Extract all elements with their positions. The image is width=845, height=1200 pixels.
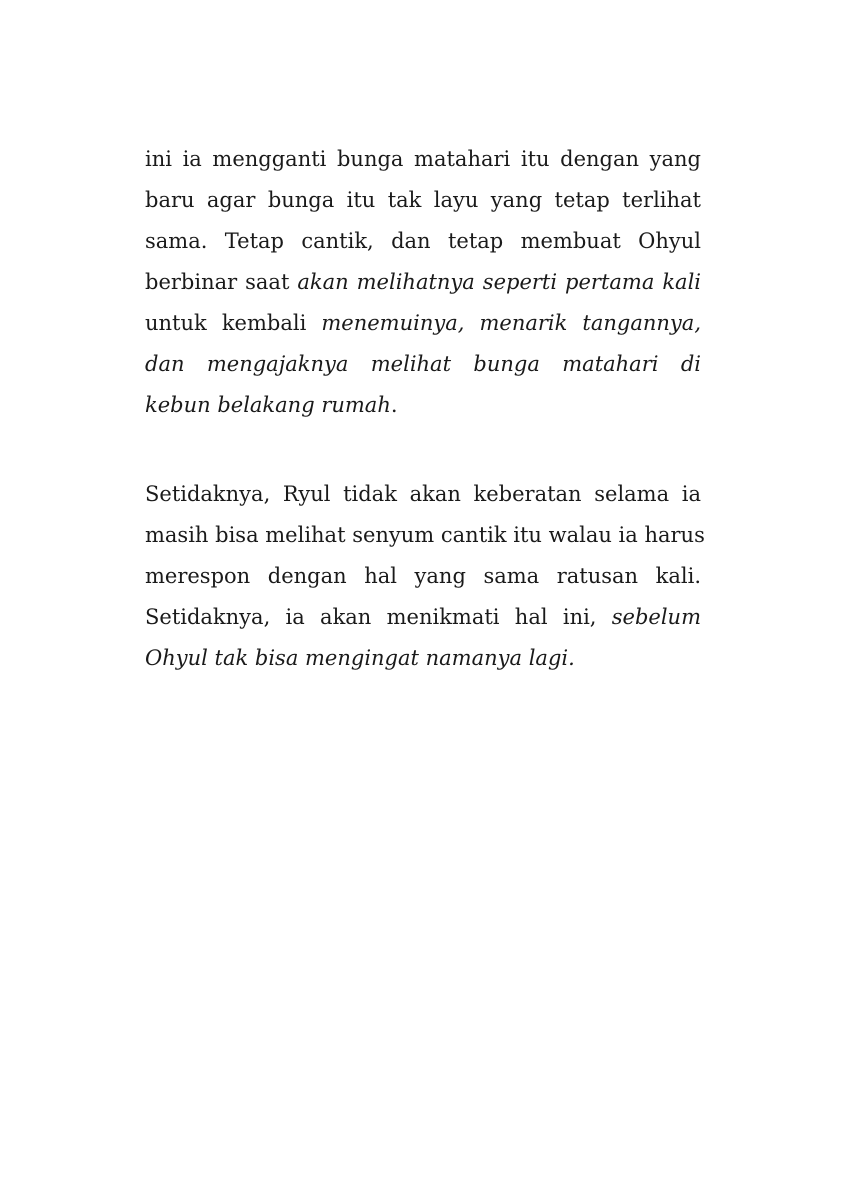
text-line (145, 221, 701, 262)
text-segment: berbinar saat (145, 270, 298, 294)
text-line (145, 638, 701, 679)
text-segment: baru agar bunga itu tak layu yang tetap terlihat (145, 188, 701, 212)
text-line (145, 180, 701, 221)
text-line (145, 385, 701, 426)
text-segment: . (390, 393, 398, 417)
paragraph-1 (145, 139, 701, 426)
text-segment: masih bisa melihat senyum cantik itu walau ia harus (145, 523, 705, 547)
text-line (145, 515, 705, 556)
italic-text: sebelum (611, 605, 701, 629)
italic-text: menemuinya, menarik tangannya, (321, 311, 701, 335)
text-segment: ini ia mengganti bunga matahari itu dengan yang (145, 147, 701, 171)
text-segment: untuk kembali (145, 311, 322, 335)
text-line (145, 139, 701, 180)
text-line (145, 556, 701, 597)
italic-text: Ohyul tak bisa mengingat namanya lagi. (145, 646, 575, 670)
text-line (145, 303, 701, 344)
text-line (145, 474, 701, 515)
text-segment: Setidaknya, Ryul tidak akan keberatan selama ia (145, 482, 701, 506)
italic-text: dan mengajaknya melihat bunga matahari di (145, 352, 701, 376)
text-line (145, 597, 701, 638)
text-line (145, 262, 701, 303)
text-segment: merespon dengan hal yang sama ratusan kali. (145, 564, 701, 588)
text-line (145, 344, 701, 385)
text-segment: sama. Tetap cantik, dan tetap membuat Ohyul (145, 229, 701, 253)
text-segment: Setidaknya, ia akan menikmati hal ini, (145, 605, 612, 629)
paragraph-2 (145, 474, 705, 679)
italic-text: kebun belakang rumah (145, 393, 391, 417)
italic-text: akan melihatnya seperti pertama kali (297, 270, 701, 294)
